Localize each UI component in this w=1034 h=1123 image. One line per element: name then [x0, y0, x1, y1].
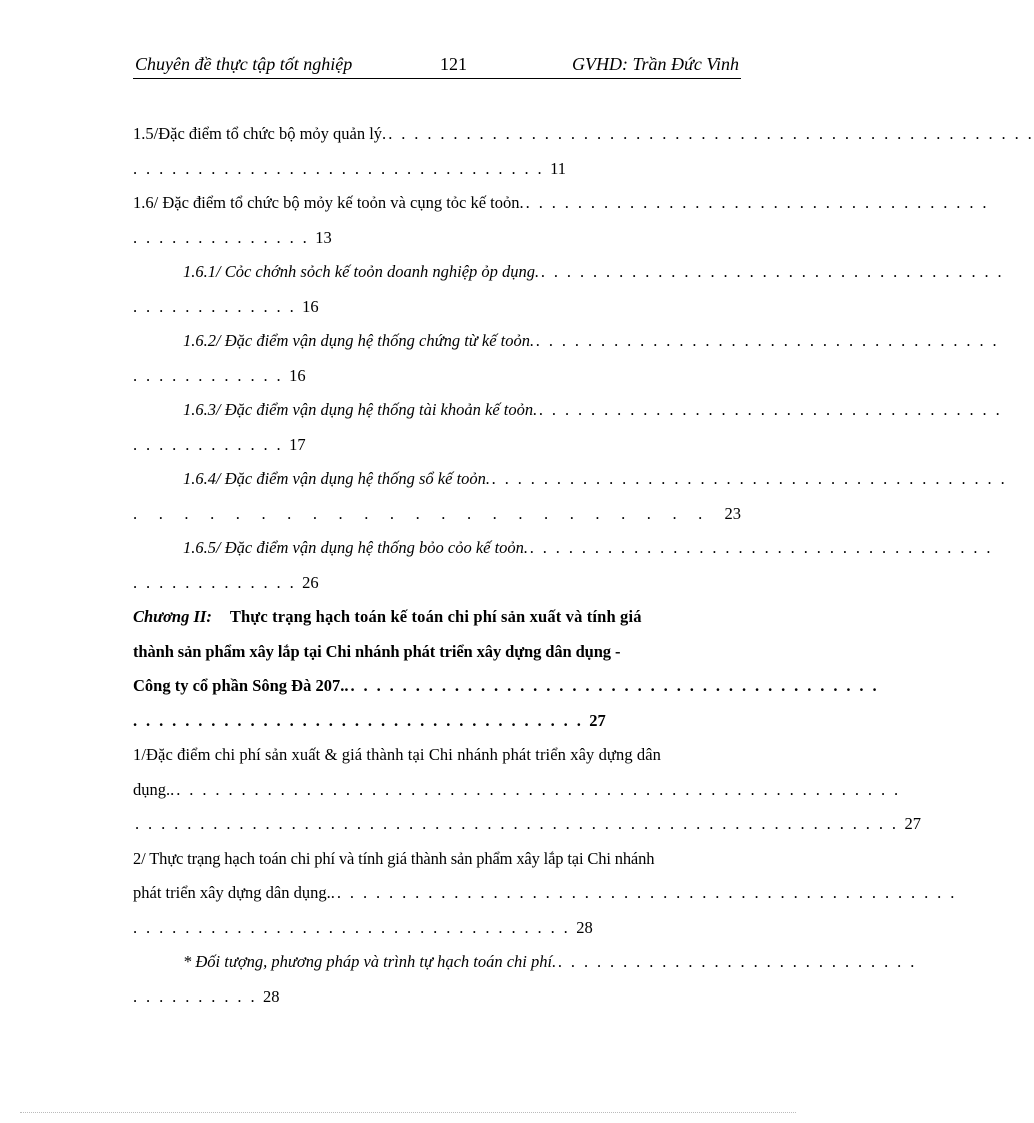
- page-bottom-border: [20, 1112, 796, 1113]
- toc-page-number: 28: [576, 918, 593, 937]
- toc-chapter-2-page-line: [133, 704, 741, 738]
- toc-entry-1-6-2-page-line: [133, 359, 741, 393]
- toc-entry-text: 1.6.4/ Đặc điểm vận dụng hệ thống sổ kế toỏn.: [183, 469, 491, 488]
- toc-entry-1-5-page-line: [133, 152, 741, 186]
- toc-leader-dots: . . . . . . . . . . . . . . . . . . . . . . . . . . . . . . . . . . . . . . . . . . . . . . . . . .: [388, 124, 1034, 143]
- toc-leader-dots: . . . . . . . . . . . . . . . . . . . . . . . . . . . . . . . . . . .: [133, 711, 584, 730]
- toc-entry-2-2-line-1: [133, 842, 741, 876]
- toc-entry-text: 2/ Thực trạng hạch toán chi phí và tính giá thành sản phẩm xây lắp tại Chi nhánh: [133, 849, 655, 868]
- toc-page-number: 28: [262, 987, 280, 1006]
- toc-entry-text: 1.6.1/ Cỏc chớnh sỏch kế toỏn doanh nghiệp ỏp dụng.: [183, 262, 540, 281]
- toc-leader-dots: . . . . . . . . . . . . . . . . . . . . . . . . . . . . . . . . . . . . . . . . . . . . . . . .: [336, 883, 957, 902]
- toc-entry-2-2-sub: [183, 945, 918, 979]
- page-header: [133, 52, 741, 79]
- toc-leader-dots: . . . . . . . . . . . . . . . . . . . . . . . . . . . . . . . . . . . .: [539, 400, 1003, 419]
- toc-leader-dots: . . . . . . . . . . . . .: [133, 573, 297, 592]
- toc-entry-text: * Đối tượng, phương pháp và trình tự hạch toán chi phí.: [183, 952, 557, 971]
- toc-entry-text: phát triển xây dựng dân dụng..: [133, 883, 335, 902]
- toc-leader-dots: . . . . . . . . . . . . . . . . . . . . . . . . . . . . . . . . . . . .: [541, 262, 1005, 281]
- toc-entry-text: 1.6/ Đặc điểm tổ chức bộ mỏy kế toỏn và cụng tỏc kế toỏn.: [133, 193, 524, 212]
- header-right: GVHD: Trần Đức Vinh: [572, 54, 739, 74]
- toc-page-number: 13: [315, 228, 332, 247]
- toc-leader-dots: . . . . . . . . . . . . . . . . . . . . . . . . . . . . . . . . . . . . . . . . .: [350, 676, 879, 695]
- toc-chapter-title: Thực trạng hạch toán kế toán chi phí sản xuất và tính giá: [229, 607, 642, 626]
- toc-chapter-2-line-2: [133, 635, 741, 669]
- toc-chapter-2-line-3: [133, 669, 879, 703]
- toc-leader-dots: . . . . . . . . . . . .: [133, 366, 284, 385]
- toc-leader-dots: . . . . . . . . . . . . . .: [133, 228, 310, 247]
- toc-entry-1-6-4: [183, 462, 1008, 496]
- toc-chapter-2-line-1: [133, 600, 741, 634]
- toc-entry-1-6-1-page-line: [133, 290, 741, 324]
- toc-entry-1-6-1: [183, 255, 1005, 289]
- toc-entry-1-6-2: [183, 324, 1000, 358]
- toc-leader-dots: . . . . . . . . . . . . . . . . . . . . . . .: [133, 504, 703, 523]
- toc-page-number: 23: [724, 504, 741, 523]
- toc-page-number: 17: [289, 435, 306, 454]
- toc-leader-dots: . . . . . . . . . . . . . . . . . . . . . . . . . . . . . . . .: [133, 159, 545, 178]
- toc-entry-1-6-3-page-line: [133, 428, 741, 462]
- toc-entry-2-2-page-line: [133, 911, 741, 945]
- toc-entry-1-5: [133, 117, 1034, 151]
- toc-entry-1-6-4-page-line: [133, 497, 741, 531]
- toc-entry-text: 1.5/Đặc điểm tổ chức bộ mỏy quản lý.: [133, 124, 387, 143]
- toc-leader-dots: . . . . . . . . . . . . . . . . . . . . . . . . . . . . . . . . . . . . . . . .: [492, 469, 1008, 488]
- toc-page-number: 16: [289, 366, 306, 385]
- toc-chapter-label: Chương II:: [133, 607, 212, 626]
- toc-leader-dots: . . . . . . . . . . . . . . . . . . . . . . . . . . . .: [558, 952, 918, 971]
- toc-entry-1-6-5-page-line: [133, 566, 741, 600]
- toc-entry-1-6-5: [183, 531, 994, 565]
- toc-entry-text: 1/Đặc điểm chi phí sản xuất & giá thành tại Chi nhánh phát triển xây dựng dân: [133, 745, 662, 764]
- toc-entry-1-6-3: [183, 393, 1003, 427]
- toc-entry-text: 1.6.5/ Đặc điểm vận dụng hệ thống bỏo cỏo kế toỏn.: [183, 538, 529, 557]
- toc-leader-dots: . . . . . . . . . . . . . . . . . . . . . . . . . . . . . . . . . . . . . . . . . . . . . . . . . . . . . . . . . . .: [135, 814, 899, 833]
- toc-page-number: 27: [904, 814, 921, 833]
- header-left: Chuyên đề thực tập tốt nghiệp: [135, 54, 353, 74]
- toc-page-number: 26: [302, 573, 319, 592]
- toc-entry-1-6: [133, 186, 989, 220]
- toc-entry-text: 1.6.2/ Đặc điểm vận dụng hệ thống chứng từ kế toỏn.: [183, 331, 535, 350]
- toc-leader-dots: . . . . . . . . . . . .: [133, 435, 284, 454]
- toc-entry-2-2-sub-page-line: [133, 980, 741, 1014]
- header-page-number: 121: [440, 54, 467, 74]
- toc-entry-1-6-page-line: [133, 221, 741, 255]
- toc-page-number: 27: [589, 711, 606, 730]
- toc-entry-2-1-line-2: [133, 773, 901, 807]
- toc-entry-text: dụng..: [133, 780, 175, 799]
- toc-entry-2-2-line-2: [133, 876, 957, 910]
- toc-leader-dots: . . . . . . . . . . . . . . . . . . . . . . . . . . . . . . . . . . . .: [525, 193, 989, 212]
- toc-entry-2-1-line-1: [133, 738, 741, 772]
- toc-page-number: 16: [302, 297, 319, 316]
- toc-leader-dots: . . . . . . . . . . . . . . . . . . . . . . . . . . . . . . . . . . . . . . . . . . . . . . . . . . . . . . . .: [176, 780, 901, 799]
- toc-leader-dots: . . . . . . . . . . . . . . . . . . . . . . . . . . . . . . . . . . . .: [530, 538, 994, 557]
- toc-chapter-title: thành sản phẩm xây lắp tại Chi nhánh phát triển xây dựng dân dụng -: [133, 642, 621, 661]
- toc-leader-dots: . . . . . . . . . . . . . . . . . . . . . . . . . . . . . . . . . . . .: [536, 331, 1000, 350]
- toc-leader-dots: . . . . . . . . . .: [133, 987, 257, 1006]
- toc-entry-text: 1.6.3/ Đặc điểm vận dụng hệ thống tài khoản kế toỏn.: [183, 400, 538, 419]
- toc-entry-2-1-page-line: [133, 807, 921, 841]
- toc-leader-dots: . . . . . . . . . . . . .: [133, 297, 297, 316]
- toc-chapter-title: Công ty cổ phần Sông Đà 207..: [133, 676, 349, 695]
- toc-leader-dots: . . . . . . . . . . . . . . . . . . . . . . . . . . . . . . . . . .: [133, 918, 571, 937]
- toc-page-number: 11: [550, 159, 566, 178]
